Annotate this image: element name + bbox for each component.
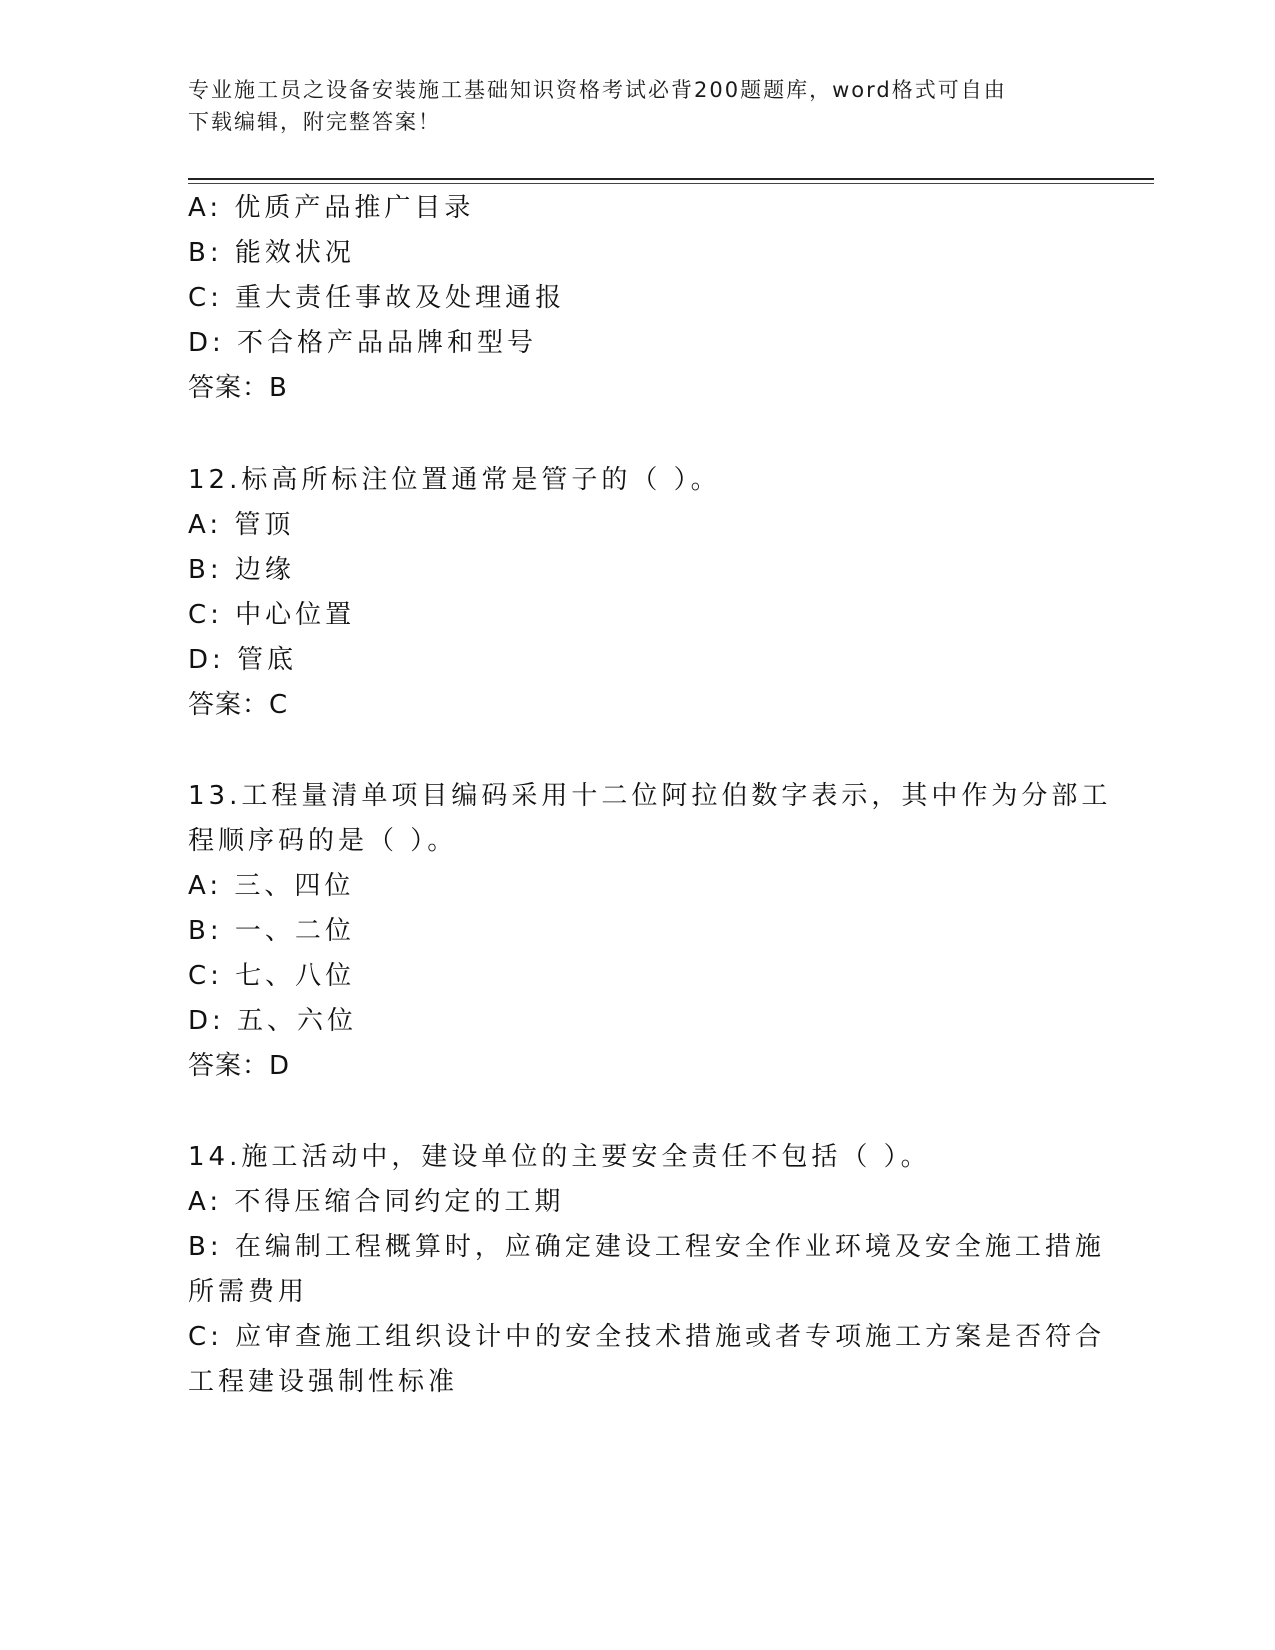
q12-option-a: A: 管顶 bbox=[188, 510, 295, 540]
header-line-2: 下载编辑，附完整答案！ bbox=[188, 110, 441, 134]
q13-answer: 答案：D bbox=[188, 1051, 291, 1081]
q14-question: 14.施工活动中，建设单位的主要安全责任不包括（ ）。 bbox=[188, 1142, 931, 1172]
q13-option-d: D: 五、六位 bbox=[188, 1006, 358, 1036]
q14-option-b-line-1: B: 在编制工程概算时，应确定建设工程安全作业环境及安全施工措施 bbox=[188, 1232, 1105, 1262]
q12-option-c: C: 中心位置 bbox=[188, 600, 356, 630]
header-divider-thin bbox=[188, 183, 1154, 184]
q11-option-c: C: 重大责任事故及处理通报 bbox=[188, 283, 566, 313]
q14-option-b-line-2: 所需费用 bbox=[188, 1277, 309, 1307]
header-divider-thick bbox=[188, 178, 1154, 180]
q13-option-b: B: 一、二位 bbox=[188, 916, 355, 946]
q13-question-line-2: 程顺序码的是（ ）。 bbox=[188, 826, 458, 856]
q12-option-b: B: 边缘 bbox=[188, 555, 295, 585]
q14-option-c-line-1: C: 应审查施工组织设计中的安全技术措施或者专项施工方案是否符合 bbox=[188, 1322, 1106, 1352]
document-header bbox=[188, 74, 1088, 138]
q12-option-d: D: 管底 bbox=[188, 645, 298, 675]
q14-option-a: A: 不得压缩合同约定的工期 bbox=[188, 1187, 565, 1217]
q11-option-d: D: 不合格产品品牌和型号 bbox=[188, 328, 538, 358]
q13-question-line-1: 13.工程量清单项目编码采用十二位阿拉伯数字表示，其中作为分部工 bbox=[188, 781, 1112, 811]
q14-option-c-line-2: 工程建设强制性标准 bbox=[188, 1367, 459, 1397]
q13-option-a: A: 三、四位 bbox=[188, 871, 355, 901]
q11-option-a: A: 优质产品推广目录 bbox=[188, 193, 475, 223]
q12-question: 12.标高所标注位置通常是管子的（ ）。 bbox=[188, 465, 721, 495]
q13-option-c: C: 七、八位 bbox=[188, 961, 356, 991]
header-line-1: 专业施工员之设备安装施工基础知识资格考试必背200题题库，word格式可自由 bbox=[188, 78, 1007, 102]
q11-option-b: B: 能效状况 bbox=[188, 238, 355, 268]
q11-answer: 答案：B bbox=[188, 373, 288, 403]
q12-answer: 答案：C bbox=[188, 690, 289, 720]
